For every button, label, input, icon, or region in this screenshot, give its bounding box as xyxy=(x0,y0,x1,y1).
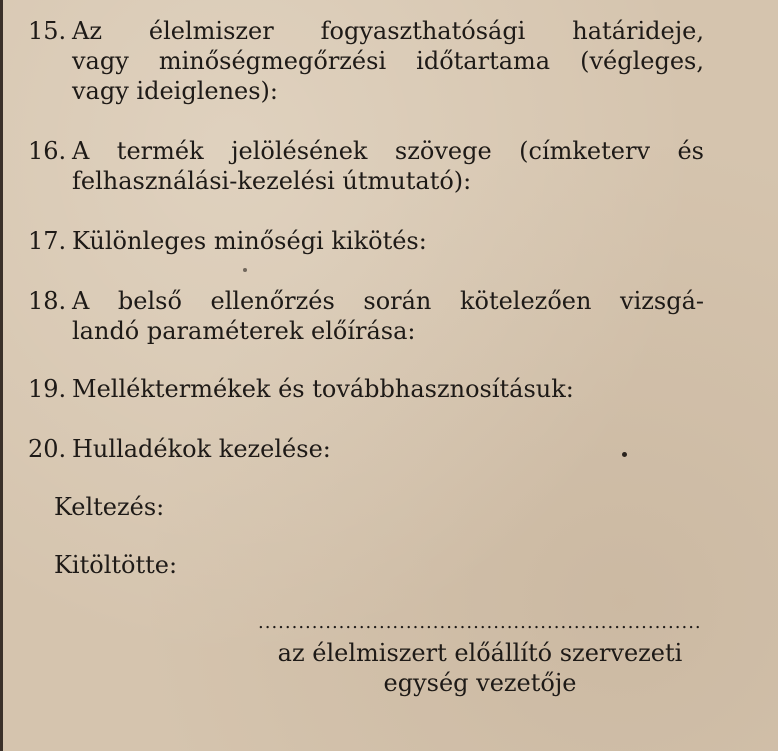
item-number: 16. xyxy=(28,137,67,165)
item-number: 17. xyxy=(28,227,67,255)
left-margin-rule xyxy=(0,0,3,751)
item-text xyxy=(72,226,704,256)
paper-speck xyxy=(622,452,627,457)
item-number: 20. xyxy=(28,435,67,463)
item-line: vagy ideiglenes): xyxy=(72,77,279,105)
item-number: 15. xyxy=(28,17,67,45)
item-line: Az élelmiszer fogyaszthatósági határideje, xyxy=(72,17,704,45)
item-text xyxy=(72,16,704,106)
item-text xyxy=(72,374,704,404)
form-item-16 xyxy=(28,136,704,196)
item-line: A belső ellenőrzés során kötelezően vizsgá- xyxy=(72,287,704,315)
signature-dotted-line: .................................................................. xyxy=(258,614,702,632)
form-item-17 xyxy=(28,226,704,256)
item-line: Különleges minőségi kikötés: xyxy=(72,227,427,255)
date-label: Keltezés: xyxy=(54,493,165,521)
item-line: landó paraméterek előírása: xyxy=(72,317,416,345)
item-line: Melléktermékek és továbbhasznosításuk: xyxy=(72,375,574,403)
item-number: 18. xyxy=(28,287,67,315)
item-text xyxy=(72,434,704,464)
signature-caption xyxy=(252,638,708,698)
signature-caption-line: az élelmiszert előállító szervezeti xyxy=(277,639,683,667)
paper-speck xyxy=(243,268,247,272)
filled-by-label: Kitöltötte: xyxy=(54,551,178,579)
form-item-15 xyxy=(28,16,704,106)
item-text xyxy=(72,286,704,346)
form-item-18 xyxy=(28,286,704,346)
item-number: 19. xyxy=(28,375,67,403)
item-line: A termék jelölésének szövege (címketerv és xyxy=(72,137,704,165)
item-line: felhasználási-kezelési útmutató): xyxy=(72,167,472,195)
form-item-19 xyxy=(28,374,704,404)
signature-caption-line: egység vezetője xyxy=(383,669,577,697)
item-line: Hulladékok kezelése: xyxy=(72,435,331,463)
item-text xyxy=(72,136,704,196)
form-item-20 xyxy=(28,434,704,464)
item-line: vagy minőségmegőrzési időtartama (végleges, xyxy=(72,47,704,75)
